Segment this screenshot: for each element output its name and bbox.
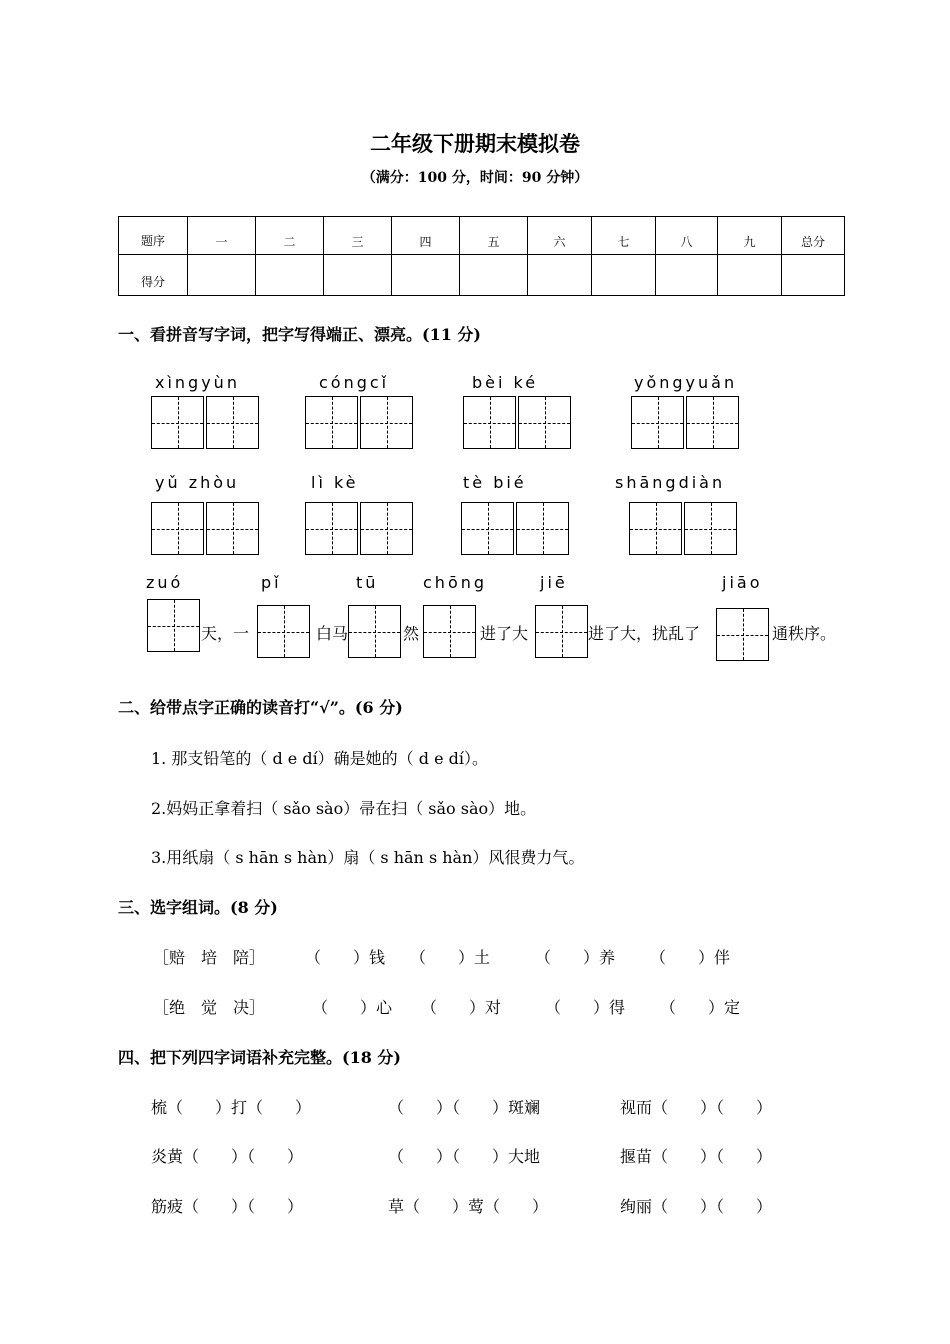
char-choices: ［赔 培 陪］ [153, 948, 266, 967]
score-cell[interactable] [718, 255, 782, 296]
fill-blank[interactable]: （ ）钱 [305, 948, 386, 967]
writing-grid-box[interactable] [516, 502, 569, 555]
idiom-blank[interactable]: 绚丽（ ）（ ） [620, 1197, 773, 1216]
pinyin-label: yǒngyuǎn [634, 373, 738, 392]
question-item: 3.用纸扇（ s hān s hàn）扇（ s hān s hàn）风很费力气。 [151, 848, 585, 867]
writing-grid-box[interactable] [151, 502, 204, 555]
sentence-text: 天，一 [201, 624, 250, 643]
question-item: 1. 那支铅笔的（ d e dí）确是她的（ d e dí）。 [151, 749, 489, 768]
score-cell[interactable] [460, 255, 528, 296]
writing-grid-box[interactable] [305, 502, 358, 555]
idiom-blank[interactable]: 视而（ ）（ ） [620, 1098, 773, 1117]
writing-grid-box[interactable] [305, 396, 358, 449]
page-subtitle: （满分：100 分，时间：90 分钟） [361, 170, 589, 186]
pinyin-label: tè bié [463, 473, 527, 492]
writing-grid-box[interactable] [206, 396, 259, 449]
idiom-blank[interactable]: 炎黄（ ）（ ） [151, 1147, 304, 1166]
writing-grid-box[interactable] [360, 396, 413, 449]
score-cell[interactable] [656, 255, 718, 296]
pinyin-label: zuó [146, 573, 184, 592]
fill-blank[interactable]: （ ）心 [312, 998, 393, 1017]
writing-grid-box[interactable] [686, 396, 739, 449]
sentence-text: 通秩序。 [772, 624, 837, 643]
section-3-heading: 三、选字组词。(8 分) [118, 898, 278, 917]
writing-grid-box[interactable] [206, 502, 259, 555]
writing-grid-box[interactable] [684, 502, 737, 555]
writing-grid-box[interactable] [257, 605, 310, 658]
pinyin-label: pǐ [261, 573, 282, 592]
score-cell[interactable] [528, 255, 592, 296]
score-cell[interactable] [188, 255, 256, 296]
score-header-cell: 八 [656, 217, 718, 255]
question-item: 2.妈妈正拿着扫（ sǎo sào）帚在扫（ sǎo sào）地。 [151, 799, 537, 818]
score-table [118, 216, 845, 296]
pinyin-label: yǔ zhòu [155, 473, 240, 492]
pinyin-label: lì kè [311, 473, 359, 492]
pinyin-label: jiē [540, 573, 568, 592]
writing-grid-box[interactable] [348, 605, 401, 658]
fill-blank[interactable]: （ ）养 [535, 948, 616, 967]
writing-grid-box[interactable] [535, 605, 588, 658]
score-header-cell: 九 [718, 217, 782, 255]
score-header-cell: 七 [592, 217, 656, 255]
pinyin-label: xìngyùn [155, 373, 240, 392]
writing-grid-box[interactable] [461, 502, 514, 555]
score-row-label: 得分 [119, 255, 188, 296]
pinyin-label: shāngdiàn [615, 473, 726, 492]
sentence-text: 白马 [316, 624, 349, 643]
writing-grid-box[interactable] [716, 608, 769, 661]
score-cell[interactable] [392, 255, 460, 296]
score-cell[interactable] [256, 255, 324, 296]
idiom-blank[interactable]: 草（ ）莺（ ） [388, 1197, 549, 1216]
score-cell[interactable] [782, 255, 845, 296]
pinyin-label: bèi ké [472, 373, 539, 392]
sentence-text: 进了大，扰乱了 [588, 624, 701, 643]
pinyin-label: jiāo [722, 573, 763, 592]
section-2-heading: 二、给带点字正确的读音打“√”。(6 分) [118, 698, 403, 717]
pinyin-label: tū [356, 573, 379, 592]
fill-blank[interactable]: （ ）对 [421, 998, 502, 1017]
score-header-cell: 四 [392, 217, 460, 255]
pinyin-label: cóngcǐ [319, 373, 390, 392]
score-header-cell: 三 [324, 217, 392, 255]
score-cell[interactable] [592, 255, 656, 296]
idiom-blank[interactable]: （ ）（ ）斑斓 [388, 1098, 541, 1117]
score-header-cell: 题序 [119, 217, 188, 255]
writing-grid-box[interactable] [631, 396, 684, 449]
score-header-cell: 二 [256, 217, 324, 255]
writing-grid-box[interactable] [629, 502, 682, 555]
sentence-text: 然 [403, 624, 420, 643]
idiom-blank[interactable]: （ ）（ ）大地 [388, 1147, 541, 1166]
page-title: 二年级下册期末模拟卷 [370, 131, 580, 156]
idiom-blank[interactable]: 梳（ ）打（ ） [151, 1098, 312, 1117]
fill-blank[interactable]: （ ）得 [545, 998, 626, 1017]
score-header-cell: 一 [188, 217, 256, 255]
char-choices: ［绝 觉 决］ [153, 998, 266, 1017]
idiom-blank[interactable]: 揠苗（ ）（ ） [620, 1147, 773, 1166]
sentence-text: 进了大 [480, 624, 529, 643]
writing-grid-box[interactable] [151, 396, 204, 449]
pinyin-label: chōng [423, 573, 488, 592]
score-cell[interactable] [324, 255, 392, 296]
score-header-cell: 五 [460, 217, 528, 255]
fill-blank[interactable]: （ ）定 [660, 998, 741, 1017]
score-header-cell: 六 [528, 217, 592, 255]
idiom-blank[interactable]: 筋疲（ ）（ ） [151, 1197, 304, 1216]
fill-blank[interactable]: （ ）土 [410, 948, 491, 967]
section-1-heading: 一、看拼音写字词，把字写得端正、漂亮。(11 分) [118, 325, 481, 344]
writing-grid-box[interactable] [463, 396, 516, 449]
writing-grid-box[interactable] [147, 599, 200, 652]
writing-grid-box[interactable] [423, 605, 476, 658]
fill-blank[interactable]: （ ）伴 [650, 948, 731, 967]
writing-grid-box[interactable] [360, 502, 413, 555]
score-header-cell: 总分 [782, 217, 845, 255]
writing-grid-box[interactable] [518, 396, 571, 449]
section-4-heading: 四、把下列四字词语补充完整。(18 分) [118, 1048, 401, 1067]
